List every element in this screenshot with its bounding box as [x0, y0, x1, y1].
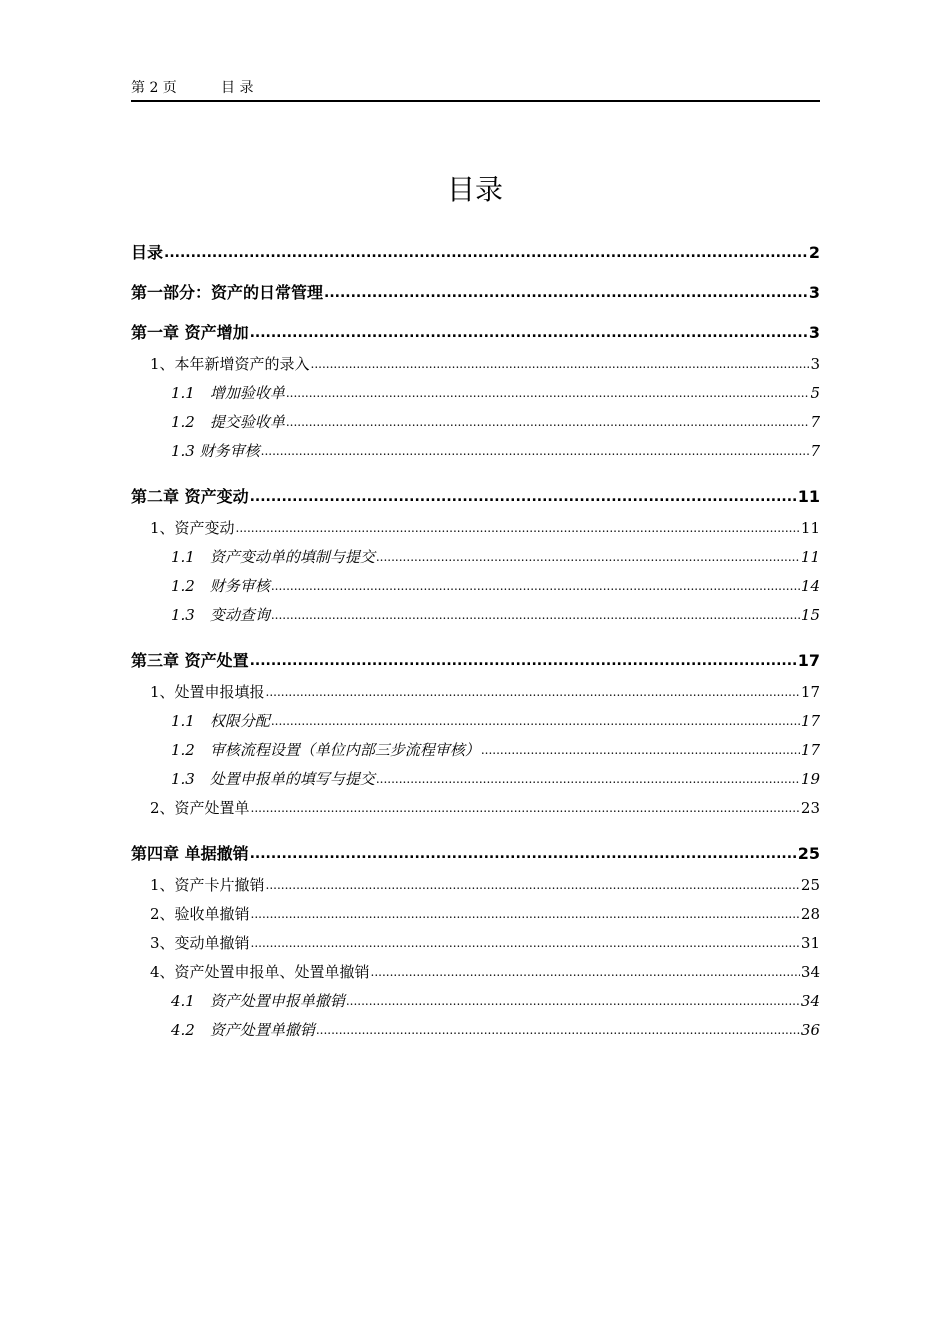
toc-dot-leader — [266, 871, 800, 900]
toc-entry-label: 4.1 资产处置申报单撤销 — [171, 992, 345, 1010]
toc-entry-label: 1.2 提交验收单 — [171, 413, 285, 431]
toc-entry-level-2[interactable] — [131, 794, 820, 823]
toc-entry-label: 目录 — [131, 243, 164, 262]
toc-entry-label: 第一章 资产增加 — [131, 323, 249, 342]
toc-dot-leader — [251, 900, 800, 929]
toc-dot-leader — [250, 646, 797, 676]
toc-entry-level-3[interactable] — [131, 543, 820, 572]
toc-entry-level-3[interactable] — [131, 437, 820, 466]
toc-entry-label: 第四章 单据撤销 — [131, 844, 249, 863]
page-header — [131, 78, 820, 102]
toc-entry-page-number: 11 — [797, 487, 820, 506]
toc-entry-level-1[interactable] — [131, 228, 820, 268]
toc-entry-level-3[interactable] — [131, 736, 820, 765]
toc-entry-page-number: 3 — [810, 355, 820, 373]
toc-dot-leader — [250, 839, 797, 869]
toc-entry-page-number: 7 — [810, 442, 820, 460]
toc-dot-leader — [266, 678, 800, 707]
table-of-contents — [131, 228, 820, 1045]
toc-entry-level-2[interactable] — [131, 929, 820, 958]
toc-entry-level-2[interactable] — [131, 900, 820, 929]
toc-dot-leader — [376, 543, 800, 572]
toc-dot-leader — [316, 1016, 800, 1045]
toc-entry-level-1[interactable] — [131, 636, 820, 676]
toc-entry-level-1[interactable] — [131, 308, 820, 348]
toc-entry-label: 3、变动单撤销 — [150, 934, 250, 952]
toc-entry-label: 1.1 增加验收单 — [171, 384, 285, 402]
toc-entry-label: 1.3 变动查询 — [171, 606, 270, 624]
toc-dot-leader — [481, 736, 800, 765]
toc-entry-level-3[interactable] — [131, 765, 820, 794]
toc-entry-label: 1.2 审核流程设置（单位内部三步流程审核） — [171, 741, 480, 759]
toc-entry-page-number: 34 — [800, 992, 820, 1010]
header-page-number: 第 2 页 — [131, 80, 177, 96]
toc-entry-level-3[interactable] — [131, 572, 820, 601]
toc-dot-leader — [271, 707, 800, 736]
toc-dot-leader — [271, 572, 800, 601]
toc-entry-page-number: 14 — [800, 577, 820, 595]
toc-entry-level-2[interactable] — [131, 871, 820, 900]
toc-entry-label: 2、资产处置单 — [150, 799, 250, 817]
toc-entry-page-number: 17 — [797, 651, 820, 670]
toc-entry-level-3[interactable] — [131, 601, 820, 630]
toc-entry-level-2[interactable] — [131, 350, 820, 379]
header-section-title: 目 录 — [221, 80, 254, 96]
toc-entry-level-2[interactable] — [131, 678, 820, 707]
toc-entry-page-number: 17 — [800, 712, 820, 730]
toc-dot-leader — [346, 987, 800, 1016]
toc-entry-page-number: 11 — [800, 519, 820, 537]
toc-dot-leader — [311, 350, 810, 379]
toc-dot-leader — [376, 765, 800, 794]
toc-entry-label: 1、本年新增资产的录入 — [150, 355, 310, 373]
toc-entry-page-number: 34 — [800, 963, 820, 981]
toc-entry-page-number: 2 — [808, 243, 820, 262]
toc-entry-label: 第一部分：资产的日常管理 — [131, 283, 324, 302]
toc-entry-page-number: 17 — [800, 683, 820, 701]
toc-entry-page-number: 36 — [800, 1021, 820, 1039]
toc-entry-label: 4.2 资产处置单撤销 — [171, 1021, 315, 1039]
toc-entry-page-number: 7 — [810, 413, 820, 431]
toc-entry-level-2[interactable] — [131, 514, 820, 543]
toc-entry-page-number: 15 — [800, 606, 820, 624]
toc-dot-leader — [371, 958, 800, 987]
toc-entry-level-1[interactable] — [131, 829, 820, 869]
toc-entry-label: 4、资产处置申报单、处置单撤销 — [150, 963, 370, 981]
toc-entry-page-number: 5 — [810, 384, 820, 402]
toc-dot-leader — [251, 929, 800, 958]
toc-entry-level-3[interactable] — [131, 379, 820, 408]
toc-entry-page-number: 19 — [800, 770, 820, 788]
toc-entry-level-1[interactable] — [131, 268, 820, 308]
page-title: 目录 — [446, 173, 503, 206]
toc-dot-leader — [250, 482, 797, 512]
toc-entry-page-number: 31 — [800, 934, 820, 952]
toc-entry-page-number: 25 — [800, 876, 820, 894]
toc-entry-level-3[interactable] — [131, 987, 820, 1016]
toc-dot-leader — [324, 278, 808, 308]
toc-entry-page-number: 25 — [797, 844, 820, 863]
toc-entry-label: 1.1 资产变动单的填制与提交 — [171, 548, 375, 566]
toc-entry-page-number: 3 — [808, 323, 820, 342]
toc-entry-label: 第三章 资产处置 — [131, 651, 249, 670]
toc-entry-label: 1、处置申报填报 — [150, 683, 265, 701]
toc-entry-level-3[interactable] — [131, 1016, 820, 1045]
toc-entry-level-2[interactable] — [131, 958, 820, 987]
toc-dot-leader — [250, 318, 808, 348]
toc-dot-leader — [236, 514, 800, 543]
toc-entry-label: 1.1 权限分配 — [171, 712, 270, 730]
toc-entry-level-1[interactable] — [131, 472, 820, 512]
toc-entry-level-3[interactable] — [131, 408, 820, 437]
toc-entry-label: 第二章 资产变动 — [131, 487, 249, 506]
toc-dot-leader — [286, 408, 810, 437]
toc-dot-leader — [261, 437, 810, 466]
toc-entry-label: 2、验收单撤销 — [150, 905, 250, 923]
toc-entry-page-number: 3 — [808, 283, 820, 302]
toc-entry-label: 1、资产卡片撤销 — [150, 876, 265, 894]
toc-entry-level-3[interactable] — [131, 707, 820, 736]
toc-dot-leader — [271, 601, 800, 630]
toc-dot-leader — [286, 379, 810, 408]
toc-entry-label: 1、资产变动 — [150, 519, 235, 537]
toc-entry-page-number: 17 — [800, 741, 820, 759]
toc-entry-label: 1.2 财务审核 — [171, 577, 270, 595]
toc-entry-page-number: 11 — [800, 548, 820, 566]
toc-dot-leader — [251, 794, 800, 823]
toc-dot-leader — [164, 238, 808, 268]
toc-entry-page-number: 28 — [800, 905, 820, 923]
toc-entry-page-number: 23 — [800, 799, 820, 817]
toc-entry-label: 1.3 处置申报单的填写与提交 — [171, 770, 375, 788]
toc-entry-label: 1.3 财务审核 — [171, 442, 260, 460]
